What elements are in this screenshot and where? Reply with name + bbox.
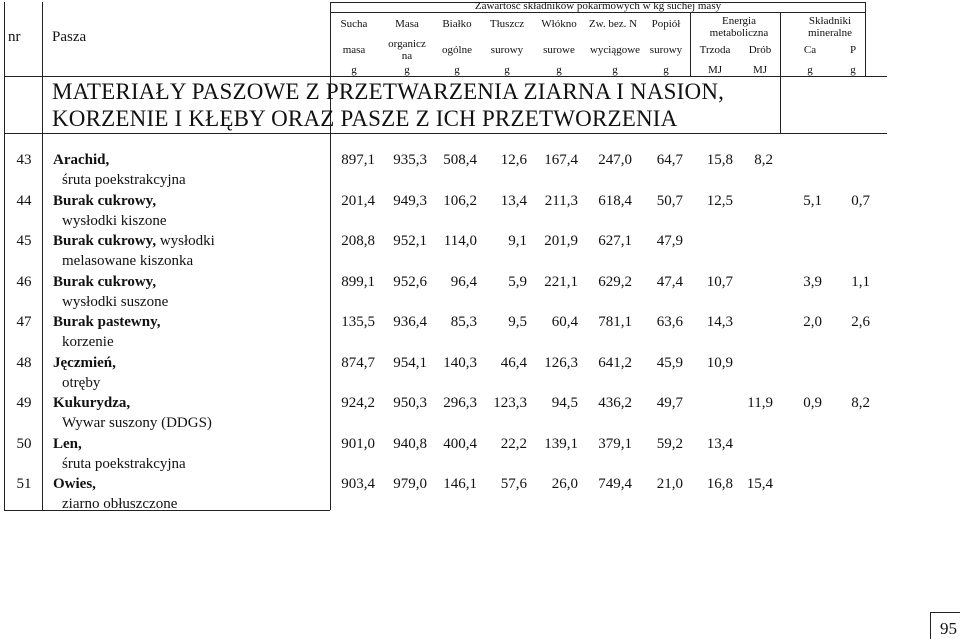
feed-name-bold: Kukurydza, bbox=[53, 395, 131, 411]
value-popiol: 21,0 bbox=[656, 476, 683, 492]
value-sucha-masa: 897,1 bbox=[341, 152, 375, 168]
feed-description: ziarno obłuszczone bbox=[62, 496, 178, 512]
nr-column-divider bbox=[42, 2, 43, 510]
unit-ca: g bbox=[807, 64, 813, 76]
value-p: 0,7 bbox=[851, 192, 870, 209]
value-ca: 3,9 bbox=[803, 273, 822, 290]
value-masa-organiczna: 950,3 bbox=[393, 395, 427, 411]
header-bottom-line bbox=[4, 76, 887, 77]
value-sucha-masa: 903,4 bbox=[341, 476, 375, 492]
header-group-line bbox=[331, 12, 865, 13]
row-number: 43 bbox=[16, 152, 32, 168]
header-ca: Ca bbox=[803, 44, 817, 56]
value-p: 8,2 bbox=[851, 395, 870, 411]
value-tluszcz: 12,6 bbox=[500, 152, 527, 168]
header-popiol: Popiół bbox=[651, 18, 681, 30]
feed-name bbox=[53, 233, 215, 250]
feed-description: melasowane kiszonka bbox=[62, 253, 194, 269]
value-em-trzoda: 14,3 bbox=[706, 314, 733, 330]
value-zw-bez-n: 627,1 bbox=[598, 233, 632, 249]
feed-name bbox=[53, 476, 96, 493]
value-bialko: 85,3 bbox=[450, 314, 477, 330]
page-box-top-border bbox=[930, 612, 960, 613]
value-wlokno: 60,4 bbox=[551, 314, 578, 330]
header-zw-bez-n: Zw. bez. N bbox=[588, 18, 638, 30]
value-zw-bez-n: 641,2 bbox=[598, 354, 632, 371]
row-number: 47 bbox=[16, 314, 32, 330]
feed-name bbox=[53, 395, 130, 412]
minerals-divider bbox=[780, 12, 781, 76]
value-wlokno: 126,3 bbox=[544, 354, 578, 371]
header-nr: nr bbox=[8, 29, 21, 45]
value-masa-organiczna: 952,1 bbox=[393, 233, 427, 249]
value-popiol: 45,9 bbox=[656, 354, 683, 371]
header-bialko: Białko bbox=[442, 18, 472, 30]
value-ca: 2,0 bbox=[803, 314, 822, 330]
header-tluszcz: Tłuszcz bbox=[489, 18, 525, 30]
feed-name bbox=[53, 314, 161, 331]
header-ogolne-sub: ogólne bbox=[442, 44, 472, 56]
value-wlokno: 139,1 bbox=[544, 435, 578, 452]
value-sucha-masa: 135,5 bbox=[341, 314, 375, 330]
unit-zw-bez-n: g bbox=[612, 64, 618, 76]
page-box-left-border bbox=[930, 612, 931, 639]
value-bialko: 140,3 bbox=[443, 354, 477, 371]
section-title-line-1: MATERIAŁY PASZOWE Z PRZETWARZENIA ZIARNA I NASION, bbox=[52, 79, 725, 104]
feed-name-bold: Burak cukrowy, bbox=[53, 273, 157, 290]
feed-description: wysłodki kiszone bbox=[62, 212, 167, 229]
feed-name bbox=[53, 436, 82, 453]
value-em-trzoda: 13,4 bbox=[706, 435, 733, 452]
unit-tluszcz: g bbox=[504, 64, 510, 76]
feed-name-bold: Burak pastewny, bbox=[53, 314, 161, 330]
row-number: 48 bbox=[16, 354, 32, 371]
value-tluszcz: 9,5 bbox=[508, 314, 527, 330]
value-bialko: 146,1 bbox=[443, 476, 477, 492]
value-popiol: 59,2 bbox=[656, 435, 683, 452]
value-bialko: 400,4 bbox=[443, 435, 477, 452]
feed-description: korzenie bbox=[62, 334, 114, 350]
value-bialko: 96,4 bbox=[450, 273, 477, 290]
value-wlokno: 201,9 bbox=[544, 233, 578, 249]
header-masa: Masa bbox=[395, 18, 419, 30]
feed-description: śruta poekstrakcyjna bbox=[62, 172, 186, 188]
value-em-trzoda: 10,7 bbox=[706, 273, 733, 290]
feed-name-bold: Burak cukrowy, bbox=[53, 192, 157, 209]
value-zw-bez-n: 781,1 bbox=[598, 314, 632, 330]
value-bialko: 296,3 bbox=[443, 395, 477, 411]
value-sucha-masa: 901,0 bbox=[341, 435, 375, 452]
feed-description: otręby bbox=[62, 374, 101, 391]
value-sucha-masa: 874,7 bbox=[341, 354, 375, 371]
unit-masa: g bbox=[404, 64, 410, 76]
value-ca: 5,1 bbox=[803, 192, 822, 209]
value-bialko: 106,2 bbox=[443, 192, 477, 209]
value-zw-bez-n: 629,2 bbox=[598, 273, 632, 290]
unit-sucha: g bbox=[351, 64, 357, 76]
feed-name-bold: Arachid, bbox=[53, 152, 110, 168]
value-popiol: 47,9 bbox=[656, 233, 683, 249]
value-em-trzoda: 16,8 bbox=[706, 476, 733, 492]
unit-p: g bbox=[850, 64, 856, 76]
feed-description: wysłodki suszone bbox=[62, 293, 169, 310]
page-number: 95 bbox=[940, 619, 957, 638]
value-zw-bez-n: 618,4 bbox=[598, 192, 632, 209]
header-pasza: Pasza bbox=[52, 29, 87, 45]
table-left-border bbox=[4, 2, 5, 510]
value-wlokno: 26,0 bbox=[551, 476, 578, 492]
value-sucha-masa: 924,2 bbox=[341, 395, 375, 411]
section-title-line-2: KORZENIE I KŁĘBY ORAZ PASZE Z ICH PRZETWORZENIA bbox=[52, 106, 678, 131]
value-masa-organiczna: 954,1 bbox=[393, 354, 427, 371]
value-em-trzoda: 10,9 bbox=[706, 354, 733, 371]
value-masa-organiczna: 979,0 bbox=[393, 476, 427, 492]
feed-name-bold: Len, bbox=[53, 435, 82, 452]
value-sucha-masa: 899,1 bbox=[341, 273, 375, 290]
value-popiol: 63,6 bbox=[656, 314, 683, 330]
value-sucha-masa: 208,8 bbox=[341, 233, 375, 249]
header-minerals: Składniki mineralne bbox=[808, 15, 852, 39]
feed-name bbox=[53, 274, 156, 291]
value-zw-bez-n: 247,0 bbox=[598, 152, 632, 168]
value-bialko: 508,4 bbox=[443, 152, 477, 168]
feed-name bbox=[53, 152, 109, 169]
unit-drob: MJ bbox=[752, 64, 768, 76]
section-title-bottom-line bbox=[4, 133, 887, 134]
value-wlokno: 211,3 bbox=[544, 192, 578, 209]
value-masa-organiczna: 935,3 bbox=[393, 152, 427, 168]
header-tluszcz-sub: surowy bbox=[490, 44, 524, 56]
value-tluszcz: 22,2 bbox=[500, 435, 527, 452]
header-p: P bbox=[849, 44, 857, 56]
feed-name bbox=[53, 355, 116, 372]
feed-name-bold: Jęczmień, bbox=[53, 354, 116, 371]
value-em-drob: 15,4 bbox=[746, 476, 773, 492]
row-number: 51 bbox=[16, 476, 32, 492]
unit-popiol: g bbox=[663, 64, 669, 76]
unit-wlokno: g bbox=[556, 64, 562, 76]
header-sucha: Sucha bbox=[340, 18, 368, 30]
header-organiczna-sub: organiczna bbox=[388, 38, 426, 62]
value-tluszcz: 57,6 bbox=[500, 476, 527, 492]
value-popiol: 64,7 bbox=[656, 152, 683, 168]
value-em-trzoda: 12,5 bbox=[706, 192, 733, 209]
feed-description: śruta poekstrakcyjna bbox=[62, 455, 186, 472]
value-bialko: 114,0 bbox=[443, 233, 477, 249]
value-zw-bez-n: 436,2 bbox=[598, 395, 632, 411]
header-wlokno-sub: surowe bbox=[543, 44, 575, 56]
title-area-right-line bbox=[780, 76, 781, 133]
value-p: 2,6 bbox=[851, 314, 870, 330]
value-ca: 0,9 bbox=[803, 395, 822, 411]
value-tluszcz: 5,9 bbox=[508, 273, 527, 290]
feed-description: Wywar suszony (DDGS) bbox=[62, 415, 212, 431]
values-right-border bbox=[865, 2, 866, 76]
value-popiol: 49,7 bbox=[656, 395, 683, 411]
row-number: 50 bbox=[16, 435, 32, 452]
row-number: 45 bbox=[16, 233, 32, 249]
header-masa-sub: masa bbox=[342, 44, 366, 56]
feed-name-bold: Owies, bbox=[53, 476, 96, 492]
header-wlokno: Włókno bbox=[541, 18, 577, 30]
unit-trzoda: MJ bbox=[707, 64, 723, 76]
value-sucha-masa: 201,4 bbox=[341, 192, 375, 209]
value-tluszcz: 123,3 bbox=[493, 395, 527, 411]
value-masa-organiczna: 940,8 bbox=[393, 435, 427, 452]
value-tluszcz: 46,4 bbox=[500, 354, 527, 371]
value-wlokno: 167,4 bbox=[544, 152, 578, 168]
value-em-drob: 8,2 bbox=[754, 152, 773, 168]
value-popiol: 47,4 bbox=[656, 273, 683, 290]
row-number: 44 bbox=[16, 192, 32, 209]
row-number: 46 bbox=[16, 273, 32, 290]
value-zw-bez-n: 379,1 bbox=[598, 435, 632, 452]
header-wyciagowe-sub: wyciągowe bbox=[589, 44, 641, 56]
value-em-trzoda: 15,8 bbox=[706, 152, 733, 168]
value-wlokno: 221,1 bbox=[544, 273, 578, 290]
header-trzoda: Trzoda bbox=[699, 44, 731, 56]
header-popiol-sub: surowy bbox=[649, 44, 683, 56]
value-masa-organiczna: 952,6 bbox=[393, 273, 427, 290]
value-tluszcz: 13,4 bbox=[500, 192, 527, 209]
header-energy: Energia metaboliczna bbox=[709, 15, 769, 39]
header-group-label: Zawartość składników pokarmowych w kg suchej masy bbox=[474, 0, 722, 12]
value-popiol: 50,7 bbox=[656, 192, 683, 209]
value-em-drob: 11,9 bbox=[747, 395, 773, 411]
feed-name bbox=[53, 193, 156, 210]
value-p: 1,1 bbox=[851, 273, 870, 290]
value-wlokno: 94,5 bbox=[551, 395, 578, 411]
value-zw-bez-n: 749,4 bbox=[598, 476, 632, 492]
unit-bialko: g bbox=[454, 64, 460, 76]
feed-name-bold: Burak cukrowy, bbox=[53, 233, 157, 249]
value-tluszcz: 9,1 bbox=[508, 233, 527, 249]
row-number: 49 bbox=[16, 395, 32, 411]
value-masa-organiczna: 949,3 bbox=[393, 192, 427, 209]
feed-name-rest: wysłodki bbox=[156, 233, 215, 249]
value-masa-organiczna: 936,4 bbox=[393, 314, 427, 330]
header-drob: Drób bbox=[748, 44, 772, 56]
